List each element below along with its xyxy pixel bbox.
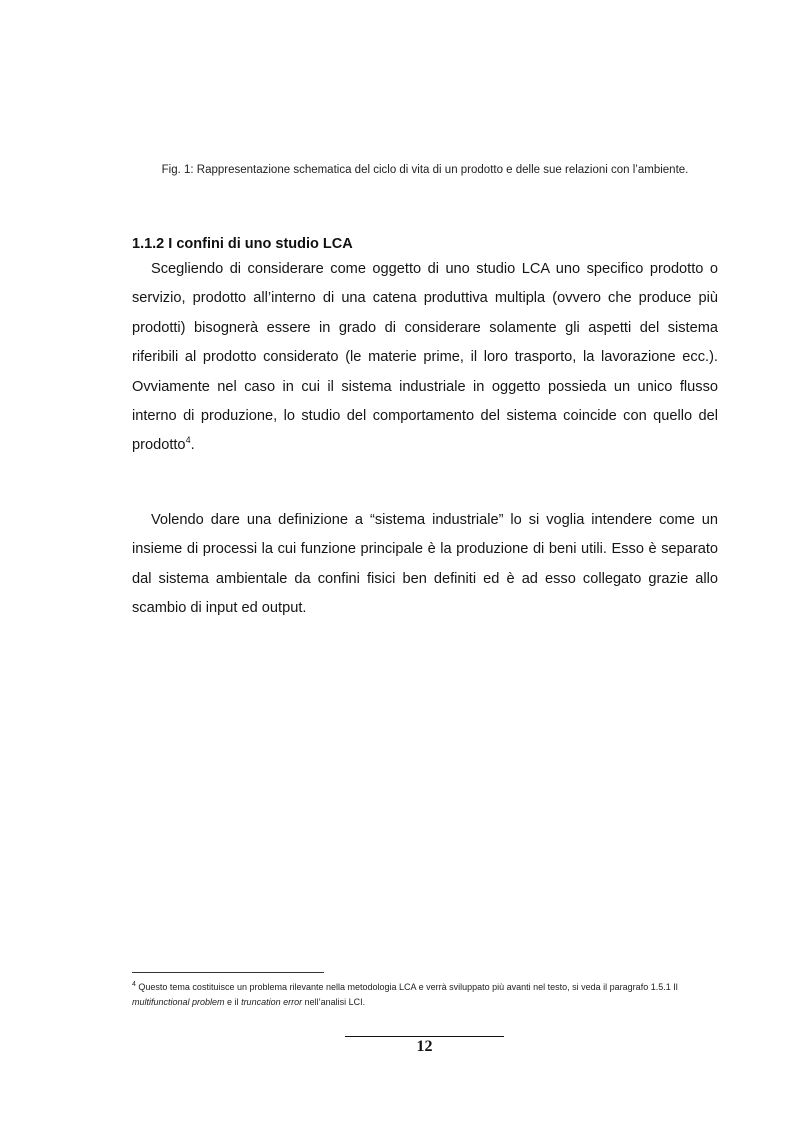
- footnote-separator: [132, 972, 324, 973]
- footnote-italic-term-1: multifunctional problem: [132, 997, 225, 1007]
- paragraph-1-text: Scegliendo di considerare come oggetto di uno studio LCA uno specifico prodotto o servizio, prodotto all’interno di una catena produttiva multipla (ovvero che produce più prodotti) bisognerà essere in grado di considerare solamente gli aspetti del sistema riferibili al prodotto considerato (le materie prime, il loro trasporto, la lavorazione ecc.). Ovviamente nel caso in cui il sistema industriale in oggetto possieda un unico flusso interno di produzione, lo studio del comportamento del sistema coincide con quello del prodotto: [132, 261, 718, 454]
- paragraph-2: Volendo dare una definizione a “sistema industriale” lo si voglia intendere come un insieme di processi la cui funzione principale è la produzione di beni utili. Esso è separato dal sistema ambientale da confini fisici ben definiti ed è ad esso collegato grazie allo scambio di input ed output.: [132, 512, 718, 617]
- footnote-reference[interactable]: 4: [185, 435, 191, 446]
- footnote-text-after: nell’analisi LCI.: [302, 997, 366, 1007]
- footnote-italic-term-2: truncation error: [241, 997, 303, 1007]
- paragraph-1: [132, 255, 718, 461]
- figure-caption: Fig. 1: Rappresentazione schematica del ciclo di vita di un prodotto e delle sue relazioni con l’ambiente.: [161, 164, 689, 176]
- paragraph-1-end: .: [190, 437, 195, 454]
- footnote-number: 4: [132, 981, 136, 988]
- footnote: [132, 980, 722, 1010]
- footnote-text-middle: e il: [224, 997, 242, 1007]
- footnote-text-before: Questo tema costituisce un problema rilevante nella metodologia LCA e verrà sviluppato più avanti nel testo, si veda il paragrafo 1.5.1 Il: [135, 982, 678, 992]
- page-number-rule: [345, 1036, 504, 1037]
- page-number: 12: [416, 1038, 433, 1055]
- section-heading: 1.1.2 I confini di uno studio LCA: [132, 236, 353, 252]
